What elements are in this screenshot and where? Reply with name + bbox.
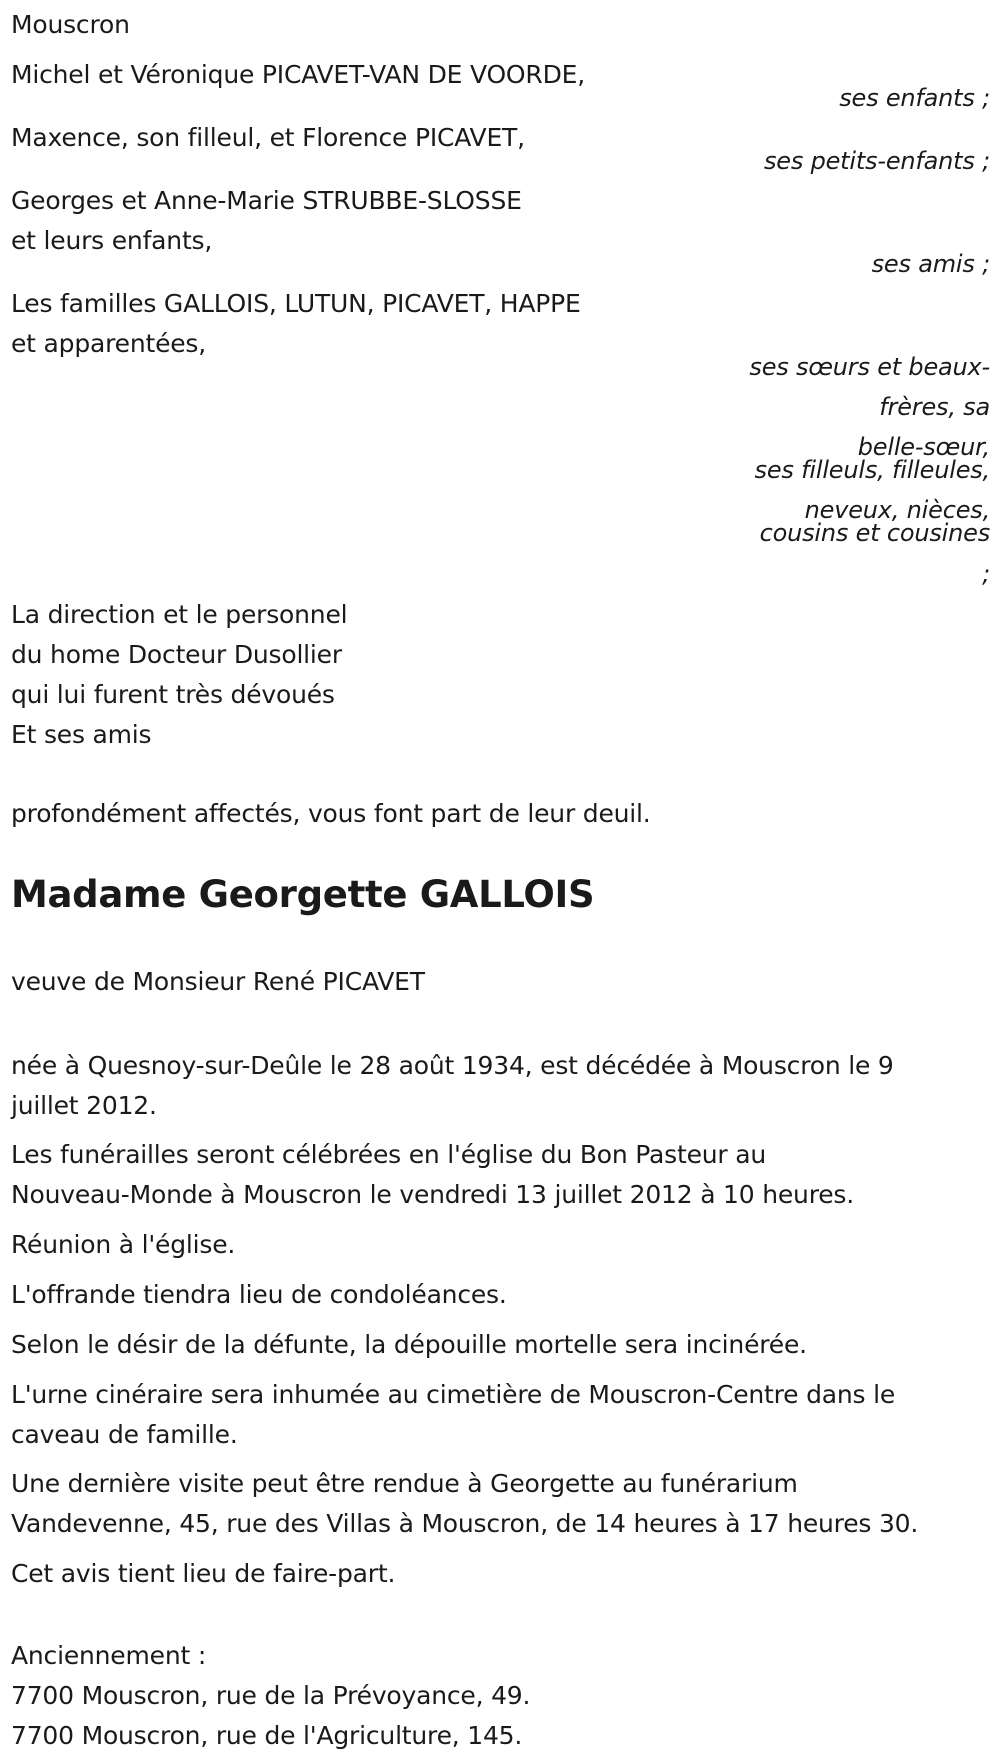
detail-line: caveau de famille.	[11, 1420, 238, 1449]
detail-line: Vandevenne, 45, rue des Villas à Mouscron, de 14 heures à 17 heures 30.	[11, 1509, 919, 1538]
detail-line: née à Quesnoy-sur-Deûle le 28 août 1934, est décédée à Mouscron le 9	[11, 1051, 894, 1080]
staff-line: Et ses amis	[11, 720, 152, 749]
staff-line: qui lui furent très dévoués	[11, 680, 335, 709]
detail-line: Cet avis tient lieu de faire-part.	[11, 1559, 396, 1588]
city-label: Mouscron	[11, 10, 130, 39]
grandchildren-relation: ses petits-enfants ;	[763, 147, 990, 175]
families-relation-line: ses sœurs et beaux-	[749, 353, 990, 381]
families-relation-line: ses filleuls, filleules,	[754, 456, 990, 484]
detail-line: Nouveau-Monde à Mouscron le vendredi 13 juillet 2012 à 10 heures.	[11, 1180, 854, 1209]
friends-relation: ses amis ;	[871, 250, 990, 278]
address-label: Anciennement :	[11, 1641, 207, 1670]
children-relation: ses enfants ;	[839, 84, 990, 112]
staff-line: La direction et le personnel	[11, 600, 348, 629]
families-relation-line: ;	[982, 560, 990, 588]
detail-line: Les funérailles seront célébrées en l'église du Bon Pasteur au	[11, 1140, 767, 1169]
children-names: Michel et Véronique PICAVET-VAN DE VOORDE,	[11, 60, 585, 89]
detail-line: L'urne cinéraire sera inhumée au cimetière de Mouscron-Centre dans le	[11, 1380, 896, 1409]
address-line: 7700 Mouscron, rue de la Prévoyance, 49.	[11, 1681, 531, 1710]
families-names-line-2: et apparentées,	[11, 329, 206, 358]
address-line: 7700 Mouscron, rue de l'Agriculture, 145.	[11, 1721, 523, 1750]
families-relation-line: cousins et cousines	[759, 519, 990, 547]
grandchildren-names: Maxence, son filleul, et Florence PICAVET,	[11, 123, 525, 152]
families-relation-line: belle-sœur,	[857, 433, 990, 461]
families-relation-line: neveux, nièces,	[804, 496, 990, 524]
widow-of-text: veuve de Monsieur René PICAVET	[11, 967, 425, 996]
families-names-line-1: Les familles GALLOIS, LUTUN, PICAVET, HAPPE	[11, 289, 581, 318]
detail-line: juillet 2012.	[11, 1091, 157, 1120]
detail-line: Une dernière visite peut être rendue à Georgette au funérarium	[11, 1469, 798, 1498]
friends-names-line-1: Georges et Anne-Marie STRUBBE-SLOSSE	[11, 186, 522, 215]
friends-names-line-2: et leurs enfants,	[11, 226, 213, 255]
detail-line: Selon le désir de la défunte, la dépouille mortelle sera incinérée.	[11, 1330, 807, 1359]
announcement-text: profondément affectés, vous font part de leur deuil.	[11, 799, 651, 828]
detail-line: L'offrande tiendra lieu de condoléances.	[11, 1280, 507, 1309]
detail-line: Réunion à l'église.	[11, 1230, 236, 1259]
deceased-name: Madame Georgette GALLOIS	[11, 873, 595, 916]
families-relation-line: frères, sa	[879, 393, 990, 421]
staff-line: du home Docteur Dusollier	[11, 640, 342, 669]
